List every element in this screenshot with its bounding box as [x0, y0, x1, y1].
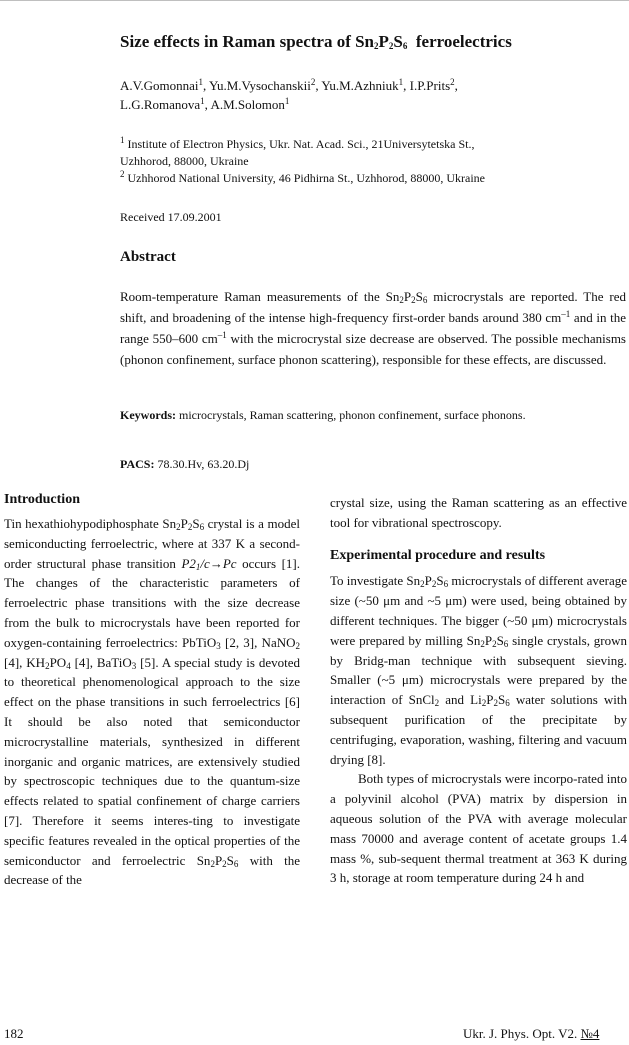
experimental-paragraph-2: Both types of microcrystals were incorpo-rated into a polyvinil alcohol (PVA) matrix by dispersion in aqueous solution of the PVA with average molecular mass 70000 and average content of acetate groups 1.4 mass %, sub-sequent thermal treatment at 363 K during 3 h, storage at room temperature during 24 h and: [330, 771, 627, 886]
intro-continuation: crystal size, using the Raman scattering as an effective tool for vibrational spectroscopy.: [330, 495, 627, 530]
received-date: Received 17.09.2001: [120, 210, 222, 224]
pacs-label: PACS:: [120, 457, 155, 471]
abstract-text: Room-temperature Raman measurements of the $Sn_2P_2S_6$ microcrystals are reported. The red shift, and broadening of the intense high-frequency first-order bands around 380 $cm^{-1}$ and in the range 550–600 $cm^{-1}$ with the microcrystal size decrease are observed. The possible mechanisms (phonon confinement, surface phonon scattering), responsible for these effects, are discussed.: [120, 289, 626, 367]
right-column-text: [330, 493, 627, 888]
keywords-label: Keywords:: [120, 408, 176, 422]
affiliations: $^1$ Institute of Electron Physics, Ukr. Nat. Acad. Sci., 21Universytetska St., Uzhhorod, 88000, Ukraine $^2$ Uzhhorod National University, 46 Pidhirna St., Uzhhorod, 88000, Ukraine: [120, 135, 485, 185]
pacs-codes: PACS: 78.30.Hv, 63.20.Dj: [120, 457, 250, 471]
paper-title: Size effects in Raman spectra of $Sn_2P_2S_6$ ferroelectrics: [120, 32, 512, 51]
top-rule: [0, 0, 629, 1]
keywords: Keywords: microcrystals, Raman scattering, phonon confinement, surface phonons.: [120, 408, 526, 422]
page-number: 182: [4, 1026, 24, 1041]
experimental-paragraph-1: To investigate $Sn_2P_2S_6$ microcrystals of different average size (~50 μm and ~5 μm) were used, being obtained by different techniques. The bigger (~50 μm) microcrystals were prepared by milling $Sn_2P_2S_6$ single crystals, grown by Bridg-man technique with subsequent sieving. Smaller (~5 μm) microcrystals were prepared by the interaction of SnCl$_2$ and $Li_2P_2S_6$ water solutions with subsequent purification of the precipitate by centrifuging, evaporation, washing, filtering and vacuum drying [8].: [330, 573, 628, 767]
journal-reference: Ukr. J. Phys. Opt. V2. №4: [463, 1026, 600, 1041]
introduction-heading: Introduction: [4, 492, 80, 507]
author-list: A.V.Gomonnai$^1$, Yu.M.Vysochanskii$^2$, Yu.M.Azhniuk$^1$, I.P.Prits$^2$, L.G.Romanova$^1$, A.M.Solomon$^1$: [120, 77, 458, 112]
experimental-heading: Experimental procedure and results: [330, 547, 546, 563]
introduction-text: Tin hexathiohypodiphosphate $Sn_2P_2S_6$ crystal is a model semiconducting ferroelectric, where at 337 K a second-order structural phase transition $P2_1/c\to Pc$ occurs [1]. The changes of the characteristic parameters of ferroelectric phase transitions with the size decrease from the bulk to microcrystals have been reported for oxygen-containing ferroelectrics: PbTiO$_3$ [2, 3], NaNO$_2$ [4], $KH_2PO_4$ [4], BaTiO$_3$ [5]. A special study is devoted to theoretical phenomenological approach to the size effect on the phase transitions in such ferroelectrics [6] It should be also noted that semiconductor microcrystalline materials, synthesized in different inorganic and organic matrices, are extensively studied by spectroscopic techniques due to the quantum-size effects related to spatial confinement of charge carriers [7]. Therefore it seems interes-ting to investigate specific features revealed in the optical properties of the semiconductor and ferroelectric $Sn_2P_2S_6$ with the decrease of the: [4, 516, 300, 888]
abstract-heading: Abstract: [120, 249, 176, 265]
